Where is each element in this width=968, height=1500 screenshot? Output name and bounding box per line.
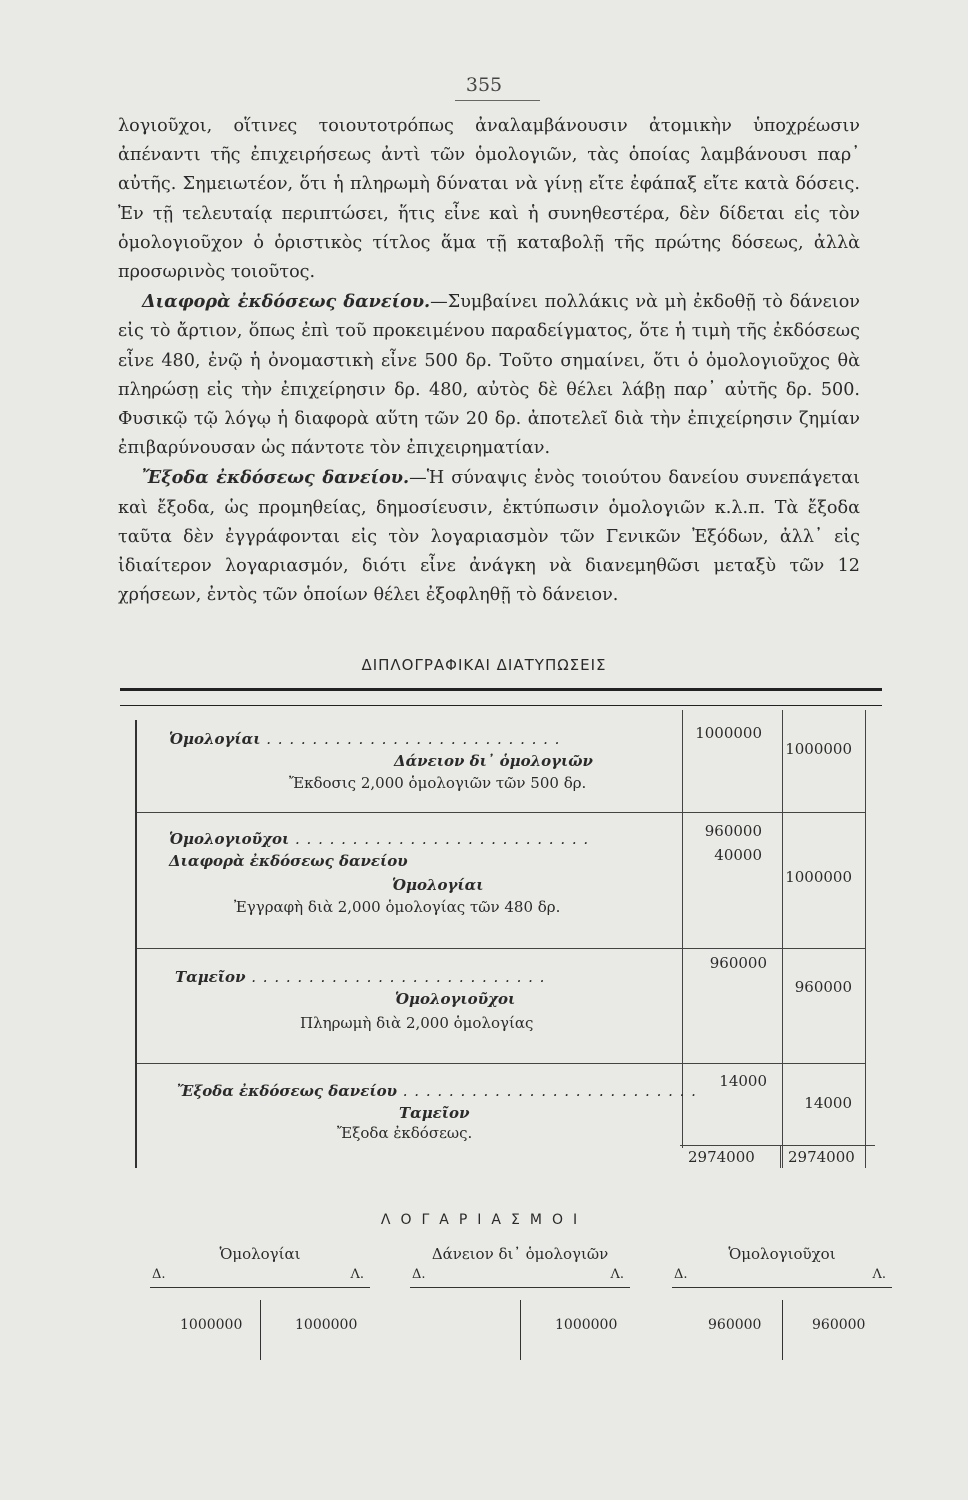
journal-table: [135, 720, 877, 1168]
journal-total-credit: 2974000: [788, 1148, 855, 1166]
journal-entry-separator-2: [137, 948, 865, 949]
journal-entry-separator-3: [137, 1063, 865, 1064]
entry-2-debit: 960000: [704, 822, 762, 840]
t-account-3-credit: 960000: [812, 1317, 866, 1333]
t-account-3-top-rule: [672, 1287, 892, 1288]
paragraph-3-text: —Ἡ σύναψις ἑνὸς τοιούτου δανείου συνεπάγεται καὶ ἔξοδα, ὡς προμηθείας, δημοσίευσιν, ἐκτύπωσιν ὁμολογιῶν κ.λ.π. Τὰ ἔξοδα ταῦτα δὲν ἐγγράφονται εἰς τὸν λογαριασμὸν τῶν Γενικῶν Ἐξόδων, ἀλλ᾽ εἰς ἰδιαίτερον λογαριασμόν, διότι εἶνε ἀνάγκη νὰ διανεμηθῶσι μεταξὺ τῶν 12 χρήσεων, ἐντὸς τῶν ὁποίων θέλει ἐξοφληθῇ τὸ δάνειον.: [118, 468, 861, 606]
t-account-2-top-rule: [410, 1287, 630, 1288]
entry-1-memo: Ἔκδοσις 2,000 ὁμολογιῶν τῶν 500 δρ.: [289, 774, 587, 792]
paragraph-3: [118, 463, 860, 610]
t-account-1-credit: 1000000: [295, 1317, 358, 1333]
t-account-omologiai: [150, 1245, 370, 1365]
journal-col-divider-right: [865, 710, 866, 1168]
entry-1-credit-account: Δάνειον δι᾽ ὁμολογιῶν: [394, 752, 593, 770]
entry-1-debit-account: Ὁμολογίαι . . .: [169, 730, 560, 748]
t-account-3-debit-label: Δ.: [674, 1267, 688, 1282]
entry-1-credit: 1000000: [785, 740, 852, 758]
journal-title: ΔΙΠΛΟΓΡΑΦΙΚΑΙ ΔΙΑΤΥΠΩΣΕΙΣ: [361, 656, 607, 674]
t-account-2-mid-rule: [520, 1300, 521, 1360]
t-account-3-name: Ὁμολογιοῦχοι: [728, 1245, 836, 1263]
entry-2-debit-2: 40000: [714, 846, 762, 864]
paragraph-2: [118, 287, 860, 463]
t-account-daneion: [410, 1245, 630, 1365]
journal-rule-top: [120, 688, 882, 691]
entry-2-credit: 1000000: [785, 868, 852, 886]
entry-2-memo: Ἐγγραφὴ διὰ 2,000 ὁμολογίας τῶν 480 δρ.: [234, 898, 561, 916]
entry-2-debit-account: Ὁμολογιοῦχοι . . .: [169, 830, 589, 848]
entry-3-credit: 960000: [794, 978, 852, 996]
page-number: 355: [465, 74, 503, 96]
entry-2-credit-account: Ὁμολογίαι: [392, 876, 484, 894]
t-account-2-debit-label: Δ.: [412, 1267, 426, 1282]
entry-3-debit-account: Ταμεῖον . . .: [175, 968, 545, 986]
paragraph-1: λογιοῦχοι, οἵτινες τοιουτοτρόπως ἀναλαμβάνουσιν ἀτομικὴν ὑποχρέωσιν ἀπέναντι τῆς ἐπιχειρήσεως ἀντὶ τῶν ὁμολογιῶν, τὰς ὁποίας λαμβάνουσι παρ᾽ αὐτῆς. Σημειωτέον, ὅτι ἡ πληρωμὴ δύναται νὰ γίνῃ εἴτε ἐφάπαξ εἴτε κατὰ δόσεις. Ἐν τῇ τελευταίᾳ περιπτώσει, ἥτις εἶνε καὶ ἡ συνηθεστέρα, δὲν δίδεται εἰς τὸν ὁμολογιοῦχον ὁ ὁριστικὸς τίτλος ἅμα τῇ καταβολῇ τῆς πρώτης δόσεως, ἀλλὰ προσωρινὸς τοιοῦτος.: [118, 116, 860, 283]
paragraph-3-heading: Ἔξοδα ἐκδόσεως δανείου.: [142, 467, 410, 489]
t-account-1-credit-label: Λ.: [350, 1267, 364, 1282]
t-account-3-credit-label: Λ.: [872, 1267, 886, 1282]
paragraph-2-text: —Συμβαίνει πολλάκις νὰ μὴ ἐκδοθῇ τὸ δάνειον εἰς τὸ ἄρτιον, ὅπως ἐπὶ τοῦ προκειμένου παραδείγματος, ὅτε ἡ τιμὴ τῆς ἐκδόσεως εἶνε 480, ἐνῷ ἡ ὀνομαστικὴ εἶνε 500 δρ. Τοῦτο σημαίνει, ὅτι ὁ ὁμολογιοῦχος θὰ πληρώσῃ εἰς τὴν ἐπιχείρησιν δρ. 480, αὐτὸς δὲ θέλει λάβῃ παρ᾽ αὐτῆς δρ. 500. Φυσικῷ τῷ λόγῳ ἡ διαφορὰ αὕτη τῶν 20 δρ. ἀποτελεῖ διὰ τὴν ἐπιχείρησιν ζημίαν ἐπιβαρύνουσαν ὡς πάντοτε τὸν ἐπιχειρηματίαν.: [118, 292, 860, 459]
t-account-omologiouxoi: [672, 1245, 892, 1365]
t-account-1-debit-label: Δ.: [152, 1267, 166, 1282]
journal-total-debit: 2974000: [688, 1148, 755, 1166]
entry-3-debit: 960000: [709, 954, 767, 972]
entry-4-credit: 14000: [804, 1094, 852, 1112]
entry-3-credit-account: Ὁμολογιοῦχοι: [395, 990, 516, 1008]
entry-4-debit-account: Ἔξοδα ἐκδόσεως δανείου . . .: [177, 1082, 697, 1100]
t-account-1-mid-rule: [260, 1300, 261, 1360]
entry-3-memo: Πληρωμὴ διὰ 2,000 ὁμολογίας: [300, 1014, 534, 1032]
journal-rule-second: [120, 705, 882, 706]
ledger-title: ΛΟΓΑΡΙΑΣΜΟΙ: [380, 1212, 588, 1228]
entry-4-credit-account: Ταμεῖον: [399, 1104, 470, 1122]
entry-2-debit-account-2: Διαφορὰ ἐκδόσεως δανείου: [169, 852, 408, 870]
t-account-3-debit: 960000: [708, 1317, 762, 1333]
entry-4-debit: 14000: [719, 1072, 767, 1090]
journal-entry-separator-1: [137, 812, 865, 813]
paragraph-2-heading: Διαφορὰ ἐκδόσεως δανείου.: [142, 291, 431, 313]
t-account-1-name: Ὁμολογίαι: [219, 1245, 301, 1263]
t-account-1-debit: 1000000: [180, 1317, 243, 1333]
body-text: [118, 112, 860, 610]
entry-4-memo: Ἔξοδα ἐκδόσεως.: [337, 1124, 473, 1142]
page-number-rule: [455, 100, 540, 101]
t-account-1-top-rule: [150, 1287, 370, 1288]
totals-divider: [780, 1146, 781, 1168]
t-account-2-credit-label: Λ.: [610, 1267, 624, 1282]
t-account-2-name: Δάνειον δι᾽ ὁμολογιῶν: [431, 1245, 609, 1263]
t-account-3-mid-rule: [782, 1300, 783, 1360]
t-account-2-credit: 1000000: [555, 1317, 618, 1333]
entry-1-debit: 1000000: [695, 724, 762, 742]
journal-totals: [680, 1145, 875, 1166]
